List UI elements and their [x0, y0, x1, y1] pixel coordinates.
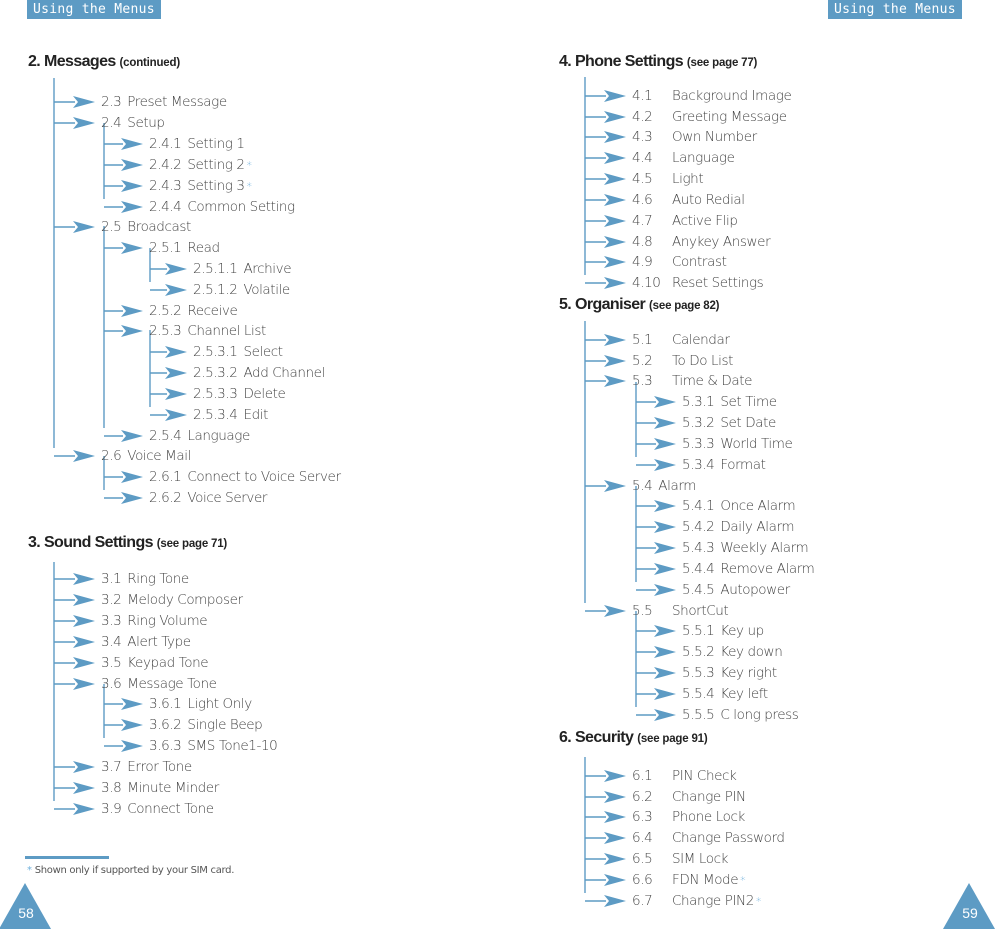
menu-item-label: SIM Lock [672, 851, 729, 867]
section-title-security-text: 6. Security [559, 729, 634, 746]
messages-arrow-icon [54, 450, 95, 462]
organiser-menu-item [632, 478, 696, 494]
sound-arrow-icon [54, 636, 95, 648]
messages-menu-item [149, 469, 341, 485]
menu-item-number: 2.5.1.1 [193, 261, 238, 277]
menu-item-label: Ring Volume [127, 613, 208, 629]
menu-item-label: Message Tone [127, 676, 217, 692]
menu-item-number: 3.2 [101, 592, 122, 608]
menu-item-label: Preset Message [127, 94, 227, 110]
phone-menu-item [632, 213, 738, 229]
menu-item-label: Change PIN [672, 789, 746, 805]
menu-item-label: World Time [720, 436, 793, 452]
menu-item-number: 5.2 [632, 353, 653, 369]
sim-dependent-star-icon: * [246, 159, 252, 172]
menu-item-number: 5.5.1 [682, 623, 715, 639]
menu-item-label: Anykey Answer [672, 234, 771, 250]
footnote-rule [25, 856, 109, 859]
menu-item-number: 3.5 [101, 655, 122, 671]
security-arrow-icon [585, 895, 626, 907]
menu-item-label: Key left [720, 686, 768, 702]
menu-item-number: 5.5.4 [682, 686, 715, 702]
menu-item-number: 5.4 [632, 478, 653, 494]
menu-item-label: Contrast [672, 254, 727, 270]
menu-item-label: Ring Tone [127, 571, 189, 587]
menu-item-number: 5.3.2 [682, 415, 715, 431]
messages-menu-item [193, 282, 290, 298]
organiser-arrow-icon [636, 542, 676, 554]
messages-arrow-icon [104, 325, 143, 337]
organiser-menu-item [632, 373, 752, 389]
messages-menu-item [149, 199, 295, 215]
security-menu-item [632, 830, 785, 846]
organiser-menu-item [682, 415, 776, 431]
organiser-menu-item [682, 623, 764, 639]
menu-item-label: Archive [243, 261, 292, 277]
phone-menu-item [632, 234, 770, 250]
phone-menu-item [632, 88, 791, 104]
menu-item-number: 3.6 [101, 676, 122, 692]
phone-menu-item [632, 171, 703, 187]
menu-item-number: 5.4.3 [682, 540, 715, 556]
messages-menu-item [149, 490, 267, 506]
sim-dependent-star-icon: * [246, 180, 252, 193]
menu-item-number: 2.5.3.1 [193, 344, 238, 360]
security-arrow-icon [585, 811, 626, 823]
organiser-arrow-icon [636, 521, 676, 533]
menu-item-label: Error Tone [127, 759, 192, 775]
menu-item-label: Remove Alarm [720, 561, 815, 577]
messages-menu-item [149, 323, 266, 339]
menu-item-label: Language [187, 428, 250, 444]
menu-item-label: To Do List [672, 353, 734, 369]
organiser-menu-item [632, 353, 733, 369]
messages-arrow-icon [104, 430, 143, 442]
phone-menu-item [632, 192, 745, 208]
section-subtitle-phone: (see page 77) [686, 57, 758, 69]
section-title-messages [28, 53, 180, 71]
menu-item-number: 6.7 [632, 893, 653, 909]
menu-item-number: 2.5.3 [149, 323, 182, 339]
menu-item-label: Read [187, 240, 220, 256]
messages-menu-item [101, 115, 165, 131]
security-menu-item [632, 768, 736, 784]
organiser-arrow-icon [636, 667, 676, 679]
organiser-arrow-icon [636, 417, 676, 429]
sound-arrow-icon [54, 803, 95, 815]
messages-arrow-icon [104, 138, 143, 150]
menu-item-label: Add Channel [243, 365, 325, 381]
menu-item-label: Set Date [720, 415, 776, 431]
section-title-phone [559, 53, 757, 71]
menu-item-number: 2.6.2 [149, 490, 182, 506]
organiser-arrow-icon [636, 500, 676, 512]
phone-arrow-icon [585, 90, 626, 102]
section-title-organiser-text: 5. Organiser [559, 296, 646, 313]
menu-item-label: Channel List [187, 323, 266, 339]
messages-menu-item [101, 448, 191, 464]
menu-item-number: 2.6 [101, 448, 122, 464]
menu-item-number: 2.5.3.2 [193, 365, 238, 381]
menu-item-label: Daily Alarm [720, 519, 795, 535]
sound-arrow-icon [54, 761, 95, 773]
menu-item-number: 3.3 [101, 613, 122, 629]
messages-menu-item [101, 219, 191, 235]
organiser-menu-item [682, 644, 782, 660]
organiser-arrow-icon [636, 396, 676, 408]
menu-item-number: 5.5 [632, 603, 653, 619]
phone-menu-item [632, 109, 787, 125]
messages-arrow-icon [150, 409, 187, 421]
menu-item-label: Voice Server [187, 490, 268, 506]
menu-item-number: 2.5.3.4 [193, 407, 238, 423]
security-arrow-icon [585, 853, 626, 865]
menu-item-number: 4.4 [632, 150, 653, 166]
menu-item-number: 3.4 [101, 634, 122, 650]
menu-item-number: 5.3 [632, 373, 653, 389]
menu-item-number: 3.7 [101, 759, 122, 775]
menu-item-label: Alarm [658, 478, 697, 494]
sound-arrow-icon [54, 782, 95, 794]
section-subtitle-sound: (see page 71) [156, 538, 228, 550]
menu-item-number: 2.6.1 [149, 469, 182, 485]
menu-item-number: 4.10 [632, 275, 661, 291]
menu-item-label: Weekly Alarm [720, 540, 809, 556]
menu-item-label: Auto Redial [672, 192, 745, 208]
menu-item-number: 4.5 [632, 171, 653, 187]
messages-arrow-icon [104, 180, 143, 192]
organiser-arrow-icon [636, 688, 676, 700]
phone-arrow-icon [585, 111, 626, 123]
section-title-sound-text: 3. Sound Settings [28, 534, 153, 551]
organiser-menu-item [682, 561, 814, 577]
menu-item-label: Language [672, 150, 735, 166]
organiser-arrow-icon [585, 605, 626, 617]
phone-menu-item [632, 275, 763, 291]
menu-item-number: 5.1 [632, 332, 653, 348]
messages-menu-item [149, 428, 250, 444]
menu-item-label: Setting 2 [187, 157, 245, 173]
section-title-organiser [559, 296, 719, 314]
sound-arrow-icon [104, 698, 143, 710]
messages-arrow-icon [104, 201, 143, 213]
messages-menu-item [193, 386, 285, 402]
menu-item-label: Melody Composer [127, 592, 243, 608]
menu-item-label: Active Flip [672, 213, 738, 229]
sound-arrow-icon [54, 678, 95, 690]
menu-item-number: 3.8 [101, 780, 122, 796]
menu-item-number: 5.3.1 [682, 394, 715, 410]
sound-menu-item [101, 634, 191, 650]
page-number-left: 58 [18, 905, 34, 921]
menu-item-number: 2.4 [101, 115, 122, 131]
organiser-menu-item [632, 603, 728, 619]
menu-item-number: 6.2 [632, 789, 653, 805]
menu-item-label: Setting 1 [187, 136, 245, 152]
security-arrow-icon [585, 874, 626, 886]
menu-item-number: 6.3 [632, 809, 653, 825]
menu-item-number: 6.1 [632, 768, 653, 784]
menu-item-number: 5.3.4 [682, 457, 715, 473]
menu-item-number: 3.6.2 [149, 717, 182, 733]
footnote-star: * [27, 865, 32, 876]
organiser-arrow-icon [585, 375, 626, 387]
menu-item-label: PIN Check [672, 768, 737, 784]
phone-arrow-icon [585, 152, 626, 164]
sound-menu-item [101, 571, 189, 587]
menu-item-number: 3.6.1 [149, 696, 182, 712]
phone-menu-item [632, 129, 757, 145]
security-menu-item [632, 809, 745, 825]
menu-item-number: 5.4.2 [682, 519, 715, 535]
menu-item-label: Connect to Voice Server [187, 469, 341, 485]
messages-arrow-icon [150, 388, 187, 400]
sound-menu-item [101, 759, 192, 775]
sim-dependent-star-icon: * [740, 874, 746, 887]
phone-arrow-icon [585, 277, 626, 289]
organiser-arrow-icon [636, 625, 676, 637]
organiser-arrow-icon [585, 480, 626, 492]
phone-arrow-icon [585, 194, 626, 206]
menu-item-label: SMS Tone1-10 [187, 738, 278, 754]
menu-item-number: 2.5.4 [149, 428, 182, 444]
menu-item-label: Light Only [187, 696, 252, 712]
organiser-arrow-icon [585, 334, 626, 346]
organiser-arrow-icon [636, 459, 676, 471]
security-menu-item [632, 789, 746, 805]
menu-item-number: 3.9 [101, 801, 122, 817]
phone-arrow-icon [585, 215, 626, 227]
messages-arrow-icon [104, 159, 143, 171]
organiser-menu-item [682, 707, 798, 723]
sim-dependent-star-icon: * [755, 895, 762, 908]
sound-menu-item [149, 738, 277, 754]
menu-item-label: Alert Type [127, 634, 191, 650]
sound-arrow-icon [54, 573, 95, 585]
organiser-menu-item [632, 332, 730, 348]
messages-arrow-icon [150, 284, 187, 296]
menu-item-label: Receive [187, 303, 238, 319]
organiser-menu-item [682, 686, 768, 702]
header-tab-left: Using the Menus [27, 0, 161, 19]
phone-arrow-icon [585, 173, 626, 185]
organiser-menu-item [682, 457, 766, 473]
menu-item-label: FDN Mode [672, 872, 739, 888]
menu-item-label: Change PIN2 [672, 893, 754, 909]
section-subtitle-security: (see page 91) [637, 733, 708, 745]
menu-item-label: Greeting Message [672, 109, 787, 125]
menu-item-number: 4.9 [632, 254, 653, 270]
organiser-menu-item [682, 519, 794, 535]
security-menu-item [632, 872, 745, 889]
menu-item-label: Key up [720, 623, 764, 639]
menu-item-label: Change Password [672, 830, 785, 846]
menu-item-label: Calendar [672, 332, 730, 348]
security-arrow-icon [585, 770, 626, 782]
menu-item-number: 4.8 [632, 234, 653, 250]
menu-item-number: 2.5.1 [149, 240, 182, 256]
menu-item-label: Select [243, 344, 283, 360]
phone-arrow-icon [585, 256, 626, 268]
organiser-menu-item [682, 540, 808, 556]
sound-menu-item [149, 717, 262, 733]
messages-menu-item [193, 407, 268, 423]
organiser-arrow-icon [636, 646, 676, 658]
menu-item-label: Time & Date [672, 373, 753, 389]
menu-item-label: Set Time [720, 394, 777, 410]
menu-item-label: Voice Mail [127, 448, 191, 464]
footnote [27, 865, 234, 876]
messages-menu-item [149, 136, 245, 152]
menu-item-number: 4.7 [632, 213, 653, 229]
menu-item-number: 2.4.4 [149, 199, 182, 215]
menu-item-number: 6.4 [632, 830, 653, 846]
menu-item-number: 4.2 [632, 109, 653, 125]
menu-item-label: Autopower [720, 582, 790, 598]
messages-arrow-icon [54, 221, 95, 233]
organiser-menu-item [682, 665, 777, 681]
menu-item-number: 3.6.3 [149, 738, 182, 754]
menu-item-label: Delete [243, 386, 286, 402]
menu-item-number: 6.5 [632, 851, 653, 867]
organiser-menu-item [682, 436, 792, 452]
menu-item-label: Background Image [672, 88, 792, 104]
menu-item-label: Setup [127, 115, 165, 131]
sound-menu-item [101, 592, 243, 608]
menu-item-number: 2.4.2 [149, 157, 182, 173]
menu-item-label: Own Number [672, 129, 757, 145]
menu-item-label: Connect Tone [127, 801, 214, 817]
menu-item-label: Light [672, 171, 704, 187]
section-subtitle-organiser: (see page 82) [649, 300, 720, 312]
section-title-messages-text: 2. Messages [28, 53, 116, 70]
messages-arrow-icon [54, 96, 95, 108]
menu-item-number: 4.3 [632, 129, 653, 145]
menu-item-label: Minute Minder [127, 780, 219, 796]
messages-menu-item [149, 157, 252, 174]
messages-arrow-icon [104, 471, 143, 483]
sound-menu-item [101, 780, 219, 796]
security-arrow-icon [585, 791, 626, 803]
sound-arrow-icon [104, 740, 143, 752]
messages-menu-item [193, 365, 325, 381]
menu-item-number: 5.5.5 [682, 707, 715, 723]
messages-arrow-icon [54, 117, 95, 129]
organiser-arrow-icon [636, 438, 676, 450]
messages-menu-item [193, 261, 291, 277]
phone-arrow-icon [585, 131, 626, 143]
messages-arrow-icon [150, 346, 187, 358]
messages-arrow-icon [150, 367, 187, 379]
section-title-phone-text: 4. Phone Settings [559, 53, 684, 70]
security-menu-item [632, 851, 728, 867]
menu-item-number: 3.1 [101, 571, 122, 587]
menu-item-number: 5.5.2 [682, 644, 715, 660]
sound-arrow-icon [54, 615, 95, 627]
menu-item-number: 2.5 [101, 219, 122, 235]
phone-menu-item [632, 150, 735, 166]
organiser-arrow-icon [636, 584, 676, 596]
menu-item-label: Common Setting [187, 199, 295, 215]
sound-menu-item [149, 696, 252, 712]
menu-item-number: 2.4.1 [149, 136, 182, 152]
messages-menu-item [149, 240, 220, 256]
section-title-sound [28, 534, 227, 552]
menu-item-number: 2.5.2 [149, 303, 182, 319]
page-number-right: 59 [962, 905, 978, 921]
menu-item-number: 5.4.5 [682, 582, 715, 598]
menu-item-label: Key down [720, 644, 783, 660]
section-title-security [559, 729, 707, 747]
menu-item-number: 5.5.3 [682, 665, 715, 681]
menu-item-number: 2.4.3 [149, 178, 182, 194]
sound-arrow-icon [104, 719, 143, 731]
menu-item-number: 2.5.1.2 [193, 282, 238, 298]
menu-item-label: Volatile [243, 282, 290, 298]
messages-menu-item [149, 178, 252, 195]
menu-item-number: 4.6 [632, 192, 653, 208]
menu-item-number: 5.4.1 [682, 498, 715, 514]
organiser-menu-item [682, 582, 790, 598]
menu-item-label: C long press [720, 707, 799, 723]
sound-menu-item [101, 676, 217, 692]
security-arrow-icon [585, 832, 626, 844]
messages-arrow-icon [104, 305, 143, 317]
sound-arrow-icon [54, 594, 95, 606]
menu-item-label: Once Alarm [720, 498, 796, 514]
menu-item-label: Edit [243, 407, 268, 423]
organiser-menu-item [682, 498, 795, 514]
footnote-text: Shown only if supported by your SIM card. [34, 865, 235, 876]
menu-item-number: 2.5.3.3 [193, 386, 238, 402]
messages-menu-item [149, 303, 237, 319]
menu-item-number: 5.4.4 [682, 561, 715, 577]
menu-item-number: 6.6 [632, 872, 653, 888]
section-subtitle-messages: (continued) [119, 57, 180, 69]
sound-menu-item [101, 801, 214, 817]
menu-item-label: Key right [720, 665, 777, 681]
menu-item-label: ShortCut [672, 603, 729, 619]
organiser-menu-item [682, 394, 777, 410]
organiser-arrow-icon [585, 355, 626, 367]
messages-arrow-icon [150, 263, 187, 275]
menu-item-number: 5.3.3 [682, 436, 715, 452]
organiser-arrow-icon [636, 563, 676, 575]
sound-menu-item [101, 655, 208, 671]
messages-menu-item [101, 94, 227, 110]
phone-arrow-icon [585, 236, 626, 248]
security-menu-item [632, 893, 761, 910]
menu-item-label: Broadcast [127, 219, 191, 235]
organiser-arrow-icon [636, 709, 676, 721]
menu-item-label: Keypad Tone [127, 655, 209, 671]
messages-menu-item [193, 344, 283, 360]
phone-menu-item [632, 254, 727, 270]
messages-arrow-icon [104, 242, 143, 254]
menu-item-label: Phone Lock [672, 809, 745, 825]
sound-arrow-icon [54, 657, 95, 669]
sound-menu-item [101, 613, 207, 629]
header-tab-right: Using the Menus [828, 0, 962, 19]
menu-item-number: 4.1 [632, 88, 653, 104]
menu-item-label: Single Beep [187, 717, 263, 733]
menu-item-label: Setting 3 [187, 178, 245, 194]
menu-item-number: 2.3 [101, 94, 122, 110]
messages-arrow-icon [104, 492, 143, 504]
menu-item-label: Format [720, 457, 766, 473]
menu-item-label: Reset Settings [672, 275, 764, 291]
